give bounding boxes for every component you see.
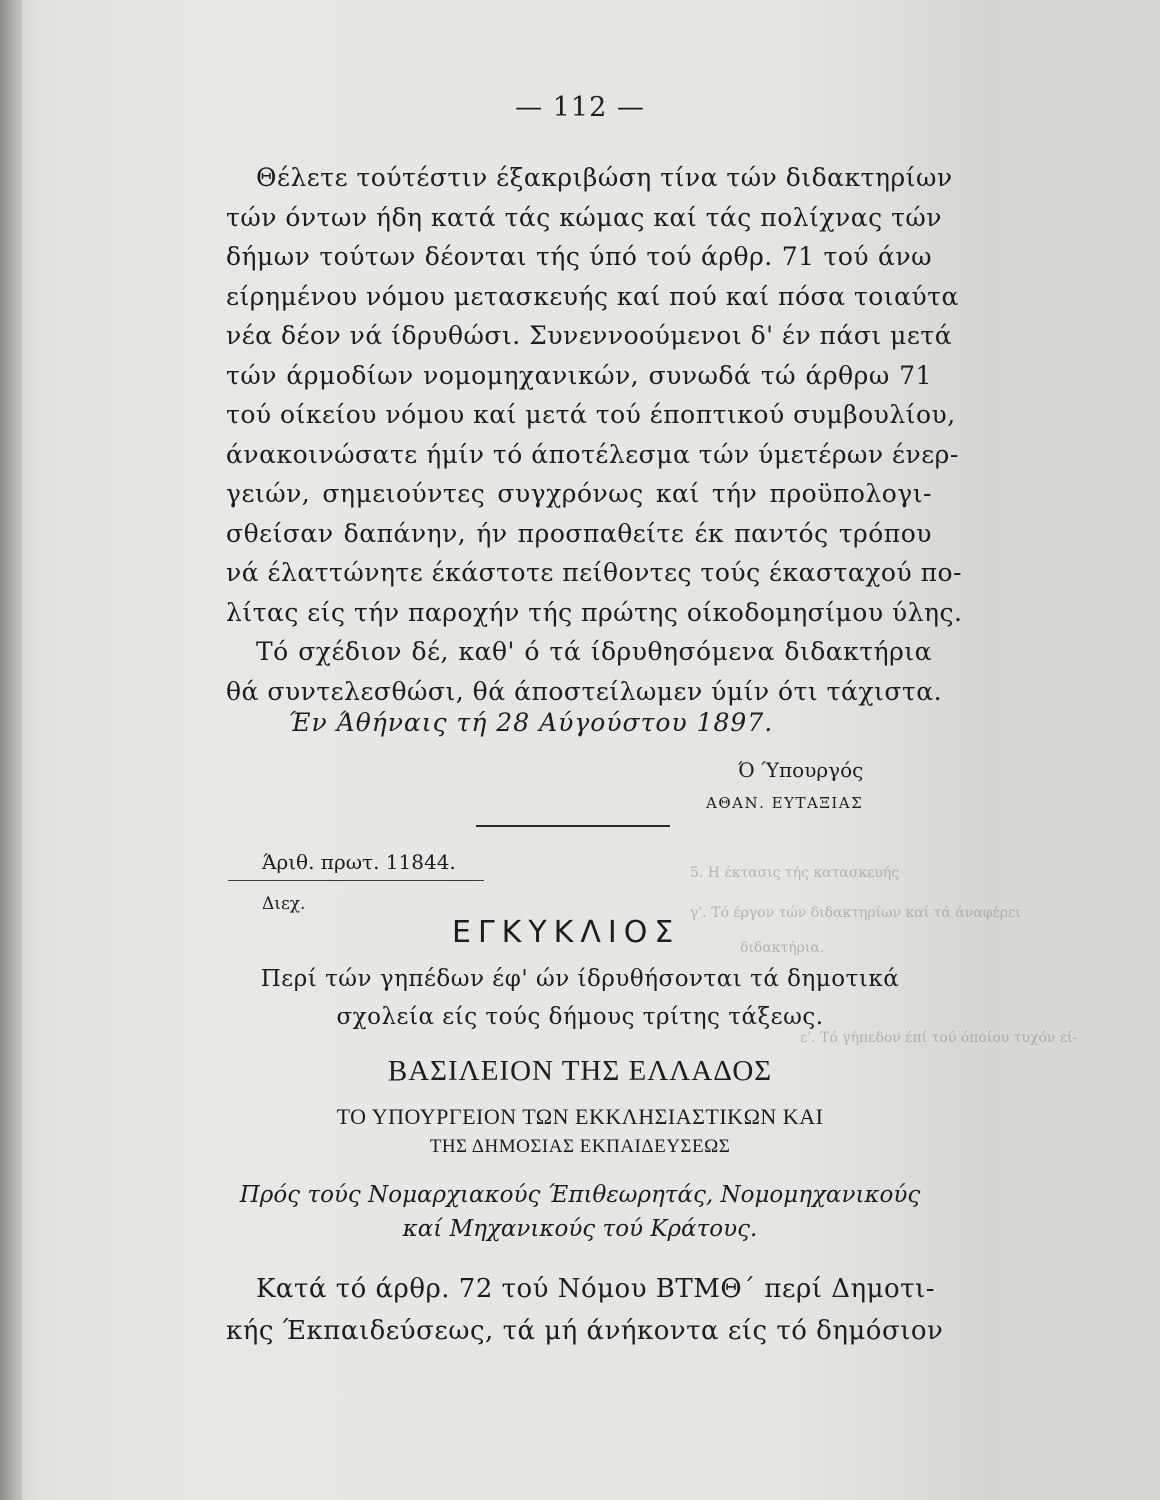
subject-line: σχολεία είς τούς δήμους τρίτης τάξεως. (336, 1004, 824, 1030)
text-line: τών όντων ήδη κατά τάς κώμας καί τάς πολίχνας τών (226, 202, 942, 232)
text-line: θά συντελεσθώσι, θά άποστείλωμεν ύμίν ότι τάχιστα. (226, 676, 943, 706)
text-line: λίτας είς τήν παροχήν τής πρώτης οίκοδομησίμου ύλης. (226, 597, 963, 627)
date-line: Έν Άθήναις τή 28 Αύγούστου 1897. (288, 708, 774, 737)
circular-heading: ΕΓΚΥΚΛΙΟΣ (452, 915, 681, 950)
section-divider (476, 825, 670, 827)
text-line: δήμων τούτων δέονται τής ύπό τού άρθρ. 71 τού άνω (226, 242, 932, 271)
body-paragraph (226, 158, 963, 632)
kingdom-heading: ΒΑΣΙΛΕΙΟΝ ΤΗΣ ΕΛΛΑΔΟΣ (387, 1055, 773, 1087)
text-line: γειών, σημειούντες συγχρόνως καί τήν προϋπολογι- (226, 479, 932, 508)
text-line: είρημένου νόμου μετασκευής καί πού καί πόσα τοιαύτα (226, 281, 959, 311)
text-line: Κατά τό άρθρ. 72 τού Νόμου ΒΤΜΘ΄ περί Δημοτι- (256, 1274, 935, 1304)
signature-title: Ό Ύπουργός (738, 758, 864, 782)
bleed-through-line: γ'. Τό έργον τών διδακτηρίων καί τά άναφέρει (690, 905, 1021, 921)
text-line: Θέλετε τούτέστιν έξακριβώση τίνα τών διδακτηρίων (256, 163, 953, 192)
text-line: άνακοινώσατε ήμίν τό άποτέλεσμα τών ύμετέρων ένερ- (226, 439, 959, 469)
protocol-underline (228, 880, 484, 881)
text-line: τών άρμοδίων νομομηχανικών, συνωδά τώ άρθρω 71 (226, 360, 932, 390)
text-line: τού οίκείου νόμου καί μετά τού έποπτικού συμβουλίου, (226, 400, 956, 429)
bleed-through-line: ε'. Τό γήπεδον έπί τού όποίου τυχόν εί- (800, 1030, 1078, 1046)
bleed-through-line: διδακτήρια. (740, 940, 825, 956)
bleed-through-line: 5. Η έκτασις τής κατασκευής (690, 865, 900, 881)
subject-line: Περί τών γηπέδων έφ' ών ίδρυθήσονται τά δημοτικά (260, 966, 900, 992)
text-line: σθείσαν δαπάνην, ήν προσπαθείτε έκ παντός τρόπου (226, 518, 932, 548)
protocol-number: Άριθ. πρωτ. 11844. (262, 850, 456, 874)
page-number: — 112 — (515, 92, 645, 123)
body-paragraph (226, 1268, 944, 1352)
signature-name: ΑΘΑΝ. ΕΥΤΑΞΙΑΣ (706, 794, 864, 812)
department-label: Διεχ. (262, 894, 306, 914)
text-line: νέα δέον νά ίδρυθώσι. Συνεννοούμενοι δ' έν πάσι μετά (226, 321, 953, 350)
text-line: Τό σχέδιον δέ, καθ' ό τά ίδρυθησόμενα διδακτήρια (256, 637, 932, 666)
body-paragraph (226, 632, 943, 711)
text-line: κής Έκπαιδεύσεως, τά μή άνήκοντα είς τό δημόσιον (226, 1316, 944, 1346)
text-line: νά έλαττώνητε έκάστοτε πείθοντες τούς έκασταχού πο- (226, 558, 963, 587)
addressee-line: καί Μηχανικούς τού Κράτους. (402, 1216, 758, 1242)
book-spine-shadow (0, 0, 22, 1500)
ministry-heading: ΤΗΣ ΔΗΜΟΣΙΑΣ ΕΚΠΑΙΔΕΥΣΕΩΣ (429, 1136, 731, 1157)
ministry-heading: ΤΟ ΥΠΟΥΡΓΕΙΟΝ ΤΩΝ ΕΚΚΛΗΣΙΑΣΤΙΚΩΝ ΚΑΙ (336, 1104, 824, 1129)
addressee-line: Πρός τούς Νομαρχιακούς Έπιθεωρητάς, Νομομηχανικούς (239, 1182, 921, 1208)
